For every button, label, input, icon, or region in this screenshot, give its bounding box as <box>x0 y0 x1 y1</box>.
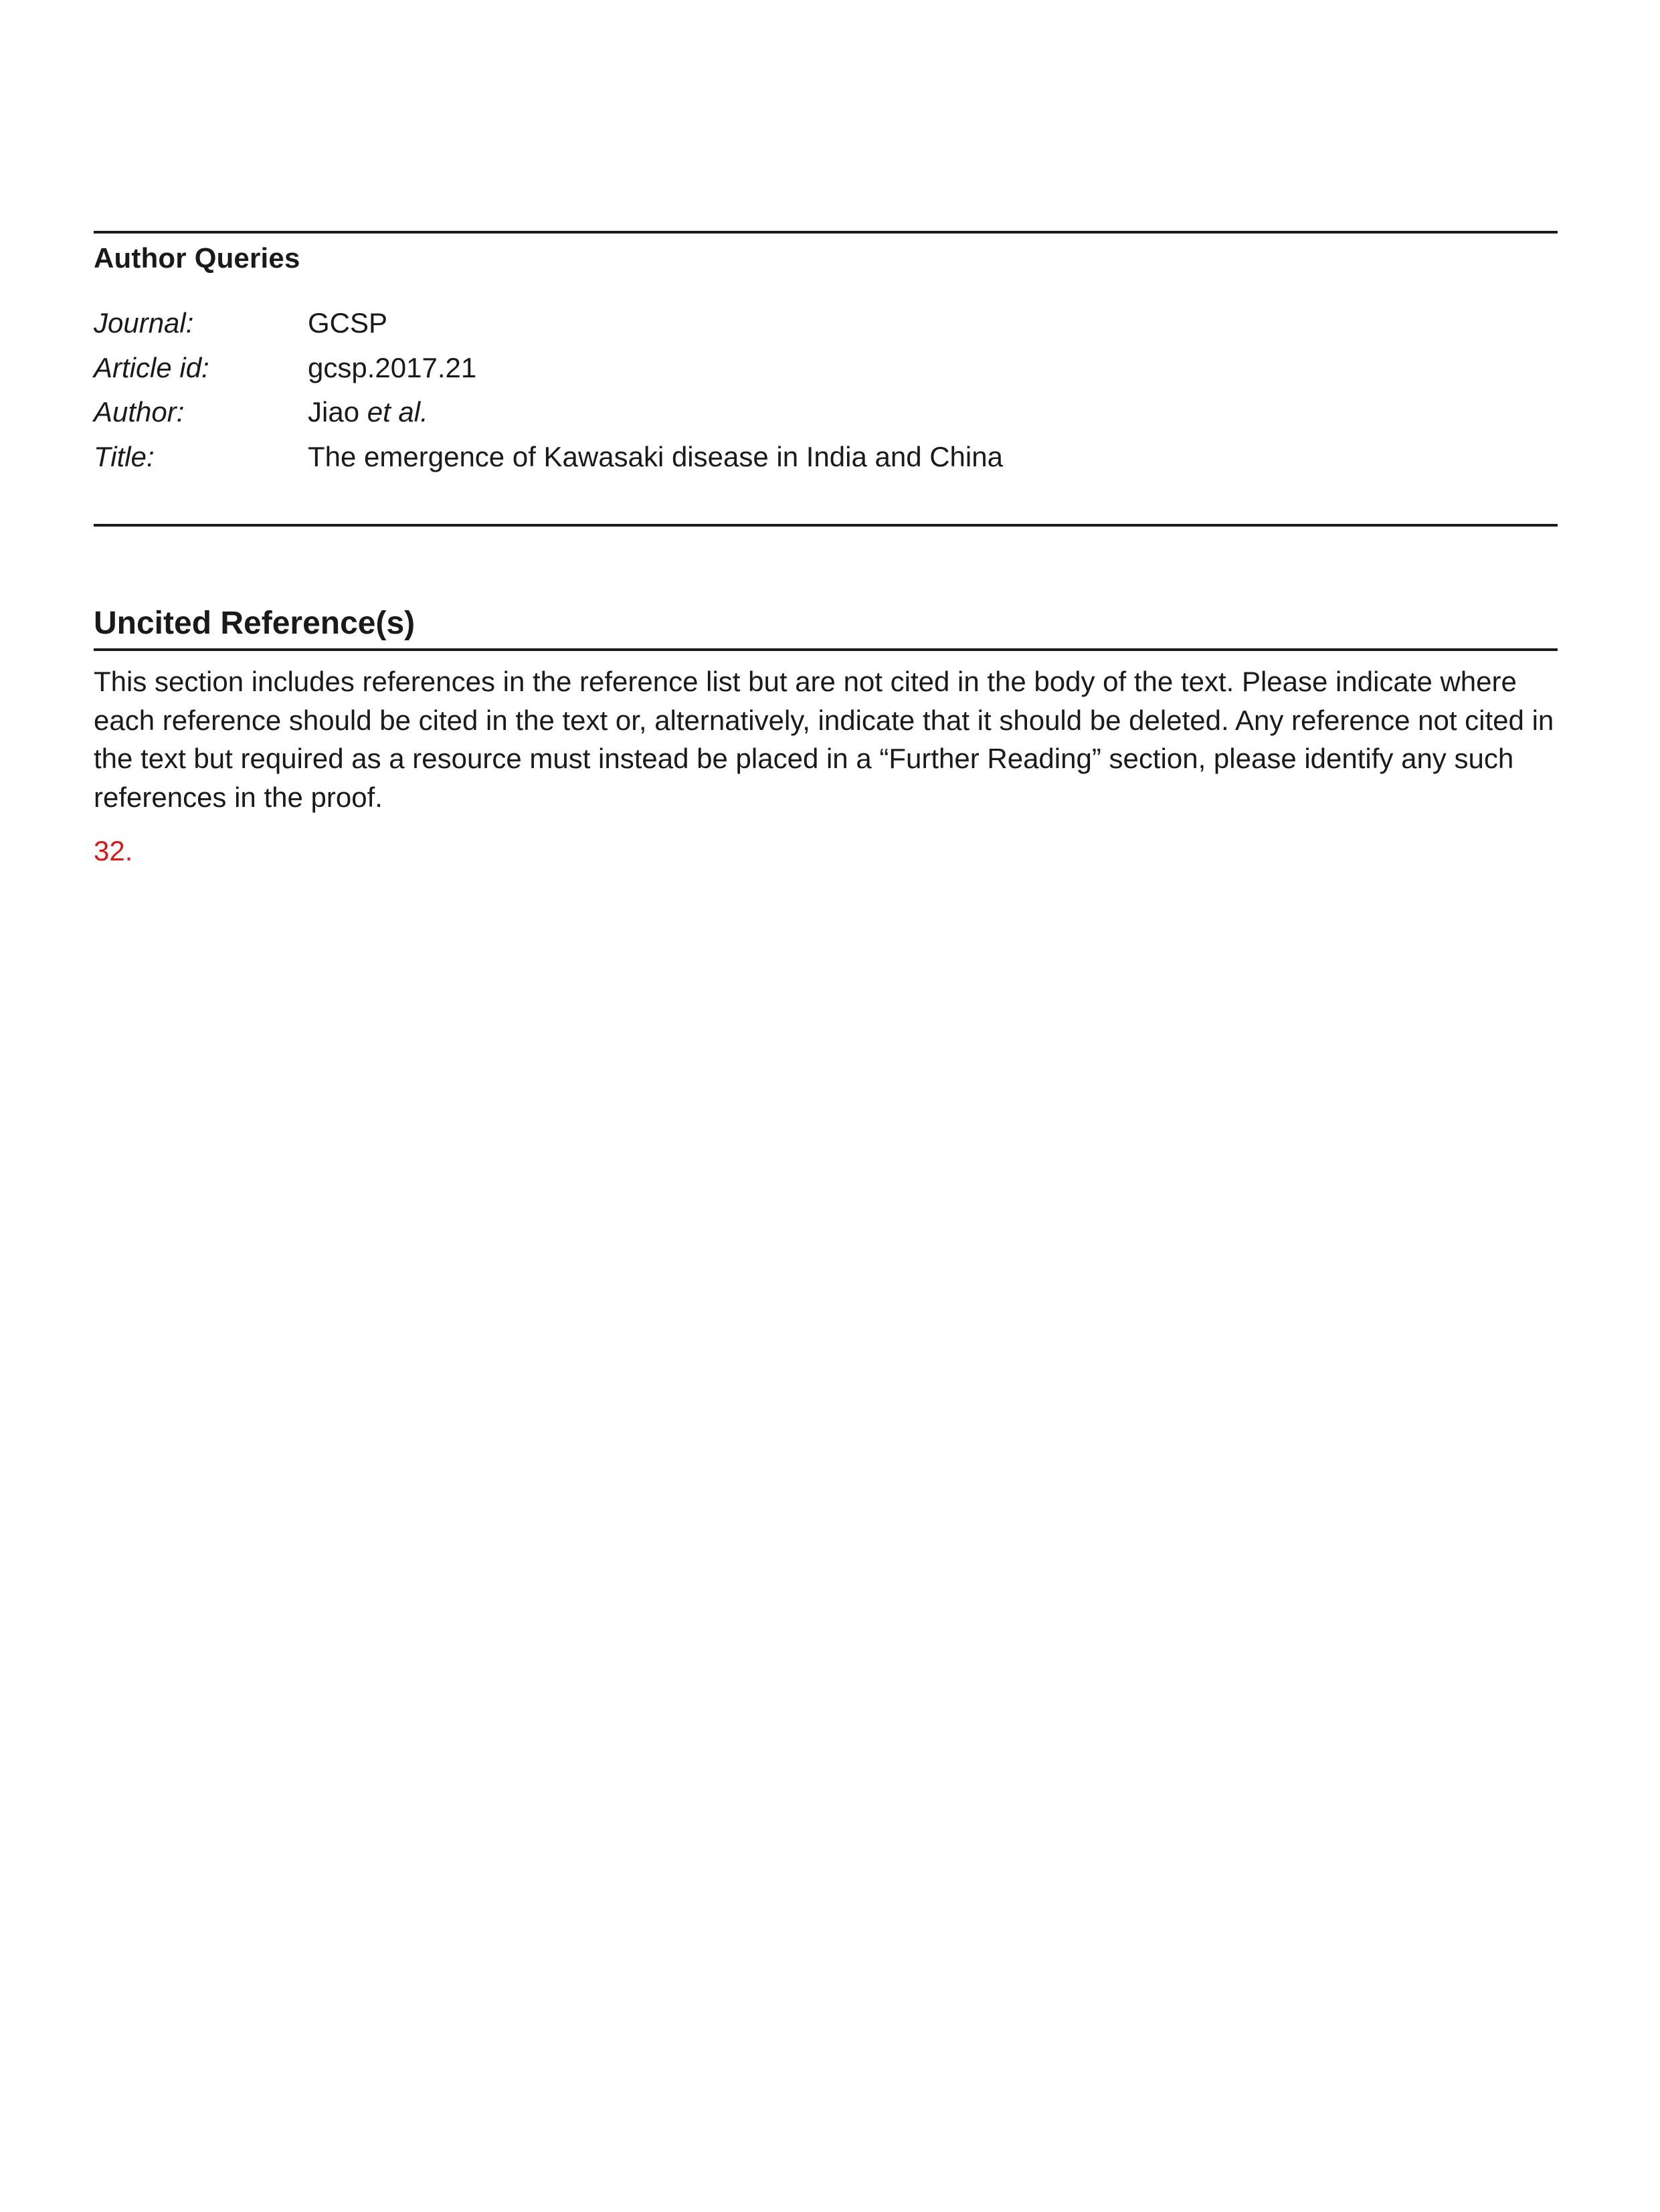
bottom-divider <box>94 524 1558 527</box>
journal-value: GCSP <box>308 307 388 339</box>
author-queries-heading: Author Queries <box>94 242 300 274</box>
author-label: Author: <box>94 396 185 428</box>
author-row <box>94 396 1558 436</box>
article-id-label: Article id: <box>94 352 209 383</box>
section-divider <box>94 648 1558 651</box>
article-id-row <box>94 352 1558 392</box>
title-label: Title: <box>94 441 155 472</box>
page <box>94 0 1558 2212</box>
journal-label: Journal: <box>94 307 194 339</box>
article-id-value: gcsp.2017.21 <box>308 352 477 383</box>
author-value <box>308 396 428 428</box>
uncited-references-heading: Uncited Reference(s) <box>94 606 416 641</box>
author-name: Jiao <box>308 396 360 428</box>
journal-row <box>94 307 1558 347</box>
uncited-reference-item[interactable]: 32. <box>94 835 133 866</box>
uncited-references-instructions: This section includes references in the reference list but are not cited in the body of the text. Please indicate where each reference should be cited in the text or, alternatively, indicate that it should be deleted. Any reference not cited in the text but required as a resource must instead be placed in a “Further Reading” section, please identify any such references in the proof. <box>94 666 1554 813</box>
top-divider <box>94 231 1558 234</box>
author-et-al: et al. <box>367 396 428 428</box>
title-row <box>94 441 1558 481</box>
title-value: The emergence of Kawasaki disease in India and China <box>308 441 1003 472</box>
